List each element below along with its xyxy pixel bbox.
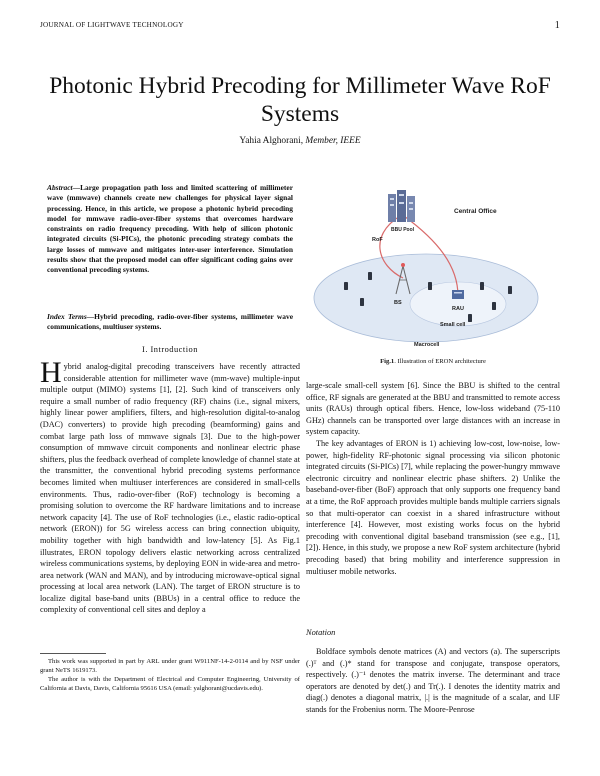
introduction-text: [40, 356, 300, 616]
author-line: [40, 136, 560, 146]
index-terms-label: Index Terms: [47, 312, 87, 321]
figure-number: Fig.1: [380, 358, 395, 365]
author-role: Member, IEEE: [305, 136, 361, 146]
notation-text: [306, 646, 560, 716]
macrocell-label: Macrocell: [414, 342, 440, 348]
figure-caption-text: . Illustration of ERON architecture: [394, 358, 486, 365]
abstract: [47, 183, 293, 276]
rof-label: RoF: [372, 237, 383, 243]
paragraph: The key advantages of ERON is 1) achieving low-cost, low-noise, low-power, high-fidelity RF-photonic signal processing via silicon photonic integrated circuits (Si-PICs) [7], while replacing the power-hungry mmwave electronic circuitry and nonlinear electric phase shifters. 2) Unlike the baseband-over-fiber (BoF) approach that only supports one frequency band at a time, the RoF approach provides multiple bands multiple carriers signals so that multi-operator can coexist in a shared infrastructure without interference [4]. However, most existing works focus on the hybrid precoding with conventional digital baseband transmission (see e.g., [1], [2]). Hence, in this study, we propose a new RoF system architecture (hybrid precoding based) that bring mobility and interference suppression in multiuser mobile networks.: [306, 438, 560, 576]
small-cell-label: Small cell: [440, 322, 466, 328]
rau-label: RAU: [452, 306, 464, 312]
index-terms-text: —Hybrid precoding, radio-over-fiber systems, millimeter wave communications, multiuser systems.: [47, 312, 293, 332]
bbu-pool-label: BBU Pool: [391, 227, 415, 233]
section-heading-introduction: I. Introduction: [142, 345, 198, 354]
footnote-divider: [40, 653, 106, 654]
footnote-affiliation: The author is with the Department of Electrical and Computer Engineering, University of California at Davis, Davis, California 95616 USA (email: yalghorani@ucdavis.edu).: [40, 676, 300, 692]
running-header: [40, 21, 560, 29]
footnotes: [40, 657, 300, 693]
author-name: Yahia Alghorani,: [239, 136, 306, 146]
footnote-funding: This work was supported in part by ARL under grant W911NF-14-2-0114 and by NSF under grant NeTS 1619173.: [40, 658, 300, 674]
paragraph: large-scale small-cell system [6]. Since the BBU is shifted to the central office, RF signals are generated at the BBU and transmitted to remote access units (RAUs) through optical fibers. Hence, low-loss wideband (75-110 GHz) channels can be transported over large distances with an increase in system capacity.: [306, 381, 560, 437]
drop-cap: H: [40, 356, 62, 389]
bbu-pool-icon: [388, 190, 415, 222]
paper-title: Photonic Hybrid Precoding for Millimeter Wave RoF Systems: [49, 73, 551, 127]
central-office-label: Central Office: [454, 208, 497, 215]
journal-name: JOURNAL OF LIGHTWAVE TECHNOLOGY: [40, 21, 184, 29]
abstract-label: Abstract: [47, 183, 73, 192]
paragraph: Boldface symbols denote matrices (A) and vectors (a). The superscripts (.)ᵀ and (.)* stand for transpose and conjugate, transpose operators, respectively. (.)⁻¹ denotes the matrix inverse. The determinant and trace operators are denoted by det(.) and Tr(.). I denotes the identity matrix and diag(.) denotes a diagonal matrix, |.| is the magnitude of a scalar, and ‖.‖F stands for the Frobenius norm. The Moore-Penrose: [306, 647, 560, 714]
figure-caption: [306, 358, 560, 365]
index-terms: [47, 312, 293, 333]
notation-heading: Notation: [306, 628, 336, 637]
eron-architecture-figure: [308, 186, 560, 354]
bs-label: BS: [394, 300, 402, 306]
right-column-text: [306, 380, 560, 577]
abstract-text: —Large propagation path loss and limited scattering of millimeter wave (mmwave) channels create new challenges for physical layer signal processing. Hence, in this article, we propose a photonic hybrid precoding model for mmwave radio-over-fiber systems that overcomes hardware constraints on radio frequency precoding. With help of silicon photonic integrated circuits (Si-PICs), the photonic precoding strategy combats the large losses of mmwave and mitigates inter-user interference. Simulation results show that the proposed model can offer significant coding gains over conventional precoding systems.: [47, 183, 293, 275]
rau-icon: [452, 290, 464, 299]
page-number: 1: [554, 20, 560, 31]
introduction-body: ybrid analog-digital precoding transceivers have recently attracted considerable attention for millimeter wave (mm-wave) multiple-input multiple output (MIMO) systems [1], [2]. Such kind of transceivers only require a small number of radio frequency (RF) chains (i.e., signal mixers, highly linear power amplifiers, filters, and high-resolution digital-to-analog (DAC) converters) to provide high precoding (beamforming) gains and combat large path loss of mmwave signals [3]. Due to the high-power consumption of mmwave circuit components and nonlinear electric phase shifters, plus the feedback overhead of complete knowledge of channel state at the transmitter, the conventional hybrid precoding systems performance becomes limited when multiuser interferences are considered in small-cells environments. Thus, radio-over-fiber (RoF) technology is becoming a promising solution to overcome the RF hardware limitations and to increase network capacity [4]. The use of RoF technologies (i.e., elastic radio-optical network (ERON)) for 5G wireless access can bring connection ubiquity, mobility together with high bandwidth and low-latency [5]. As Fig.1 illustrates, ERON topology delivers elastic networking across centralized wireless communications systems, by deploying EON in wide-area and metro-area network (WAN and MAN), and by introducing microwave-optical signal processing at local area network (LAN). The target of ERON structure is to localize digital base-band units (BBUs) in a central office to reduce the complexity of conventional cell sites and deploy a: [40, 362, 300, 615]
